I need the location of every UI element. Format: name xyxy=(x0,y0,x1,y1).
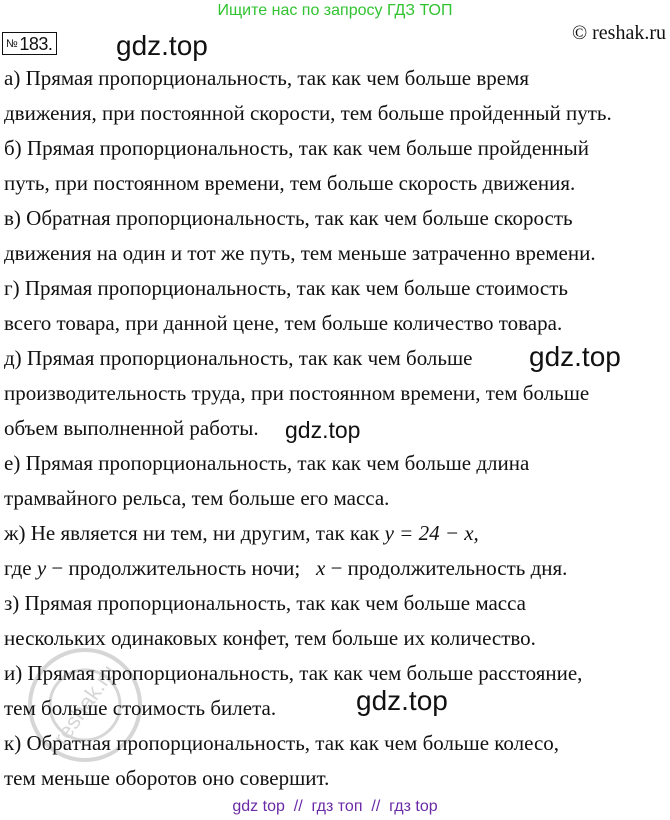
number-sign: № xyxy=(6,38,18,50)
answer-line: к) Обратная пропорциональность, так как чем больше колесо, xyxy=(4,731,560,755)
answer-line: г) Прямая пропорциональность, так как чем больше стоимость xyxy=(4,276,568,300)
answer-line: тем меньше оборотов оно совершит. xyxy=(4,766,330,790)
answer-text xyxy=(4,61,666,796)
answer-line: путь, при постоянном времени, тем больше скорость движения. xyxy=(4,171,576,195)
answer-line: производительность труда, при постоянном времени, тем больше xyxy=(4,381,590,405)
answer-line: движения, при постоянной скорости, тем больше пройденный путь. xyxy=(4,101,612,125)
watermark-gdz-top: gdz.top xyxy=(356,685,448,716)
answer-line: б) Прямая пропорциональность, так как чем больше пройденный xyxy=(4,136,590,160)
answer-line: нескольких одинаковых конфет, тем больше их количество. xyxy=(4,626,536,650)
copyright-label: © reshak.ru xyxy=(571,22,666,44)
variable-y-description: − продолжительность ночи; xyxy=(46,556,316,580)
search-banner: Ищите нас по запросу ГДЗ ТОП xyxy=(217,2,453,19)
watermark-gdz-top: gdz.top xyxy=(116,30,208,61)
answer-line: трамвайного рельса, тем больше его масса. xyxy=(4,486,390,510)
answer-line-text: где xyxy=(4,556,37,580)
answer-line-text: ж) Не является ни тем, ни другим, так как xyxy=(4,521,385,545)
answer-line: движения на один и тот же путь, тем меньше затраченно времени. xyxy=(4,241,596,265)
answer-line: в) Обратная пропорциональность, так как чем больше скорость xyxy=(4,206,573,230)
answer-line: е) Прямая пропорциональность, так как чем больше длина xyxy=(4,451,530,475)
answer-line: и) Прямая пропорциональность, так как чем больше расстояние, xyxy=(4,661,583,685)
answer-line: д) Прямая пропорциональность, так как чем больше xyxy=(4,346,473,370)
answer-line: тем больше стоимость билета. xyxy=(4,696,277,720)
answer-line: объем выполненной работы. xyxy=(4,416,259,440)
variable-x: x xyxy=(316,556,326,580)
watermark-gdz-top: gdz.top xyxy=(529,341,621,372)
answer-line-with-variables xyxy=(4,551,666,586)
answer-line: всего товара, при данной цене, тем больше количество товара. xyxy=(4,311,563,335)
variable-y: y xyxy=(36,556,47,580)
variable-x-description: − продолжительность дня. xyxy=(325,556,568,580)
answer-line-with-formula xyxy=(4,516,666,551)
formula: y = 24 − x, xyxy=(384,521,479,545)
watermark-gdz-top: gdz.top xyxy=(285,417,361,443)
task-number-value: 183. xyxy=(19,34,53,54)
answer-line: а) Прямая пропорциональность, так как чем больше время xyxy=(4,66,530,90)
answer-line: з) Прямая пропорциональность, так как чем больше масса xyxy=(4,591,527,615)
task-number-box xyxy=(2,32,57,55)
footer-links: gdz top // гдз топ // гдз top xyxy=(232,798,438,815)
stamp-text: reshak.ru xyxy=(48,659,122,750)
